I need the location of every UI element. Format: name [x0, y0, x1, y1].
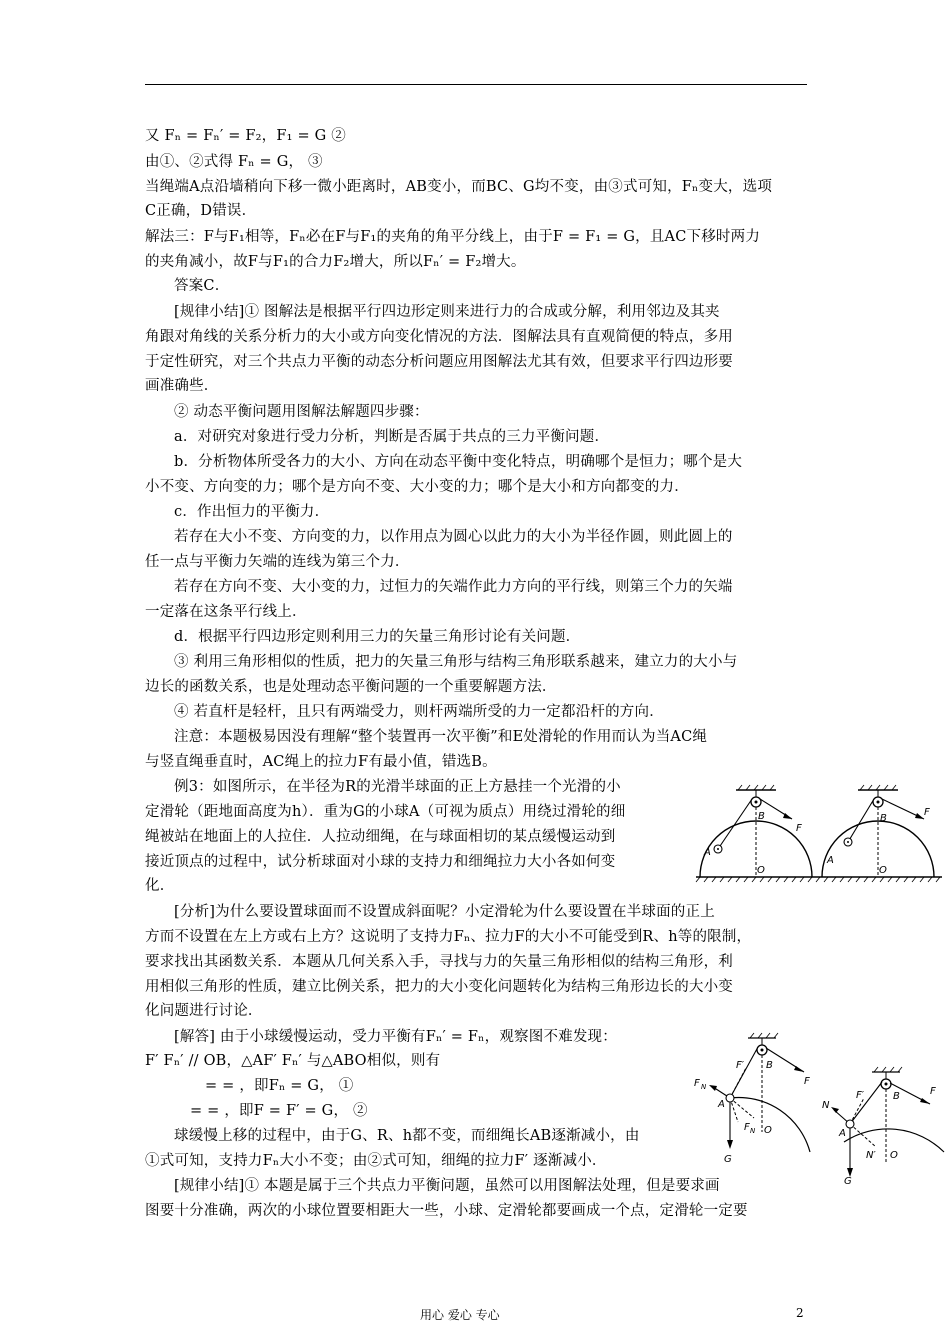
text-line: ④ 若直杆是轻杆，且只有两端受力，则杆两端所受的力一定都沿杆的方向． — [174, 704, 664, 720]
text-line: 若存在方向不变、大小变的力，过恒力的矢端作此力方向的平行线，则第三个力的矢端 — [174, 579, 733, 595]
text-line: 的夹角减小，故F与F₁的合力F₂增大，所以Fₙ′ = F₂增大。 — [145, 254, 526, 270]
text-line: C正确，D错误． — [145, 203, 257, 219]
label-f: F — [796, 823, 802, 834]
force-triangle-figure — [690, 1032, 948, 1190]
right-setup — [820, 785, 942, 882]
text-line: 若存在大小不变、方向变的力，以作用点为圆心以此力的大小为半径作圆，则此圆上的 — [174, 529, 733, 545]
text-line: 与竖直绳垂直时，AC绳上的拉力F有最小值，错选B。 — [145, 754, 497, 770]
text-line: 接近顶点的过程中，试分析球面对小球的支持力和细绳拉力大小各如何变 — [145, 854, 616, 870]
text-line: 画准确些． — [145, 378, 219, 394]
label-fn-prime-sub: N — [750, 1127, 756, 1135]
text-line: 图要十分准确，两次的小球位置要相距大一些，小球、定滑轮都要画成一个点，定滑轮一定要 — [145, 1203, 748, 1219]
text-line: [规律小结]① 本题是属于三个共点力平衡问题，虽然可以用图解法处理，但是要求画 — [174, 1178, 720, 1194]
text-line: 球缓慢上移的过程中，由于G、R、h都不变，而细绳长AB逐渐减小，由 — [174, 1128, 640, 1144]
label-b: B — [766, 1060, 773, 1071]
text-line: b．分析物体所受各力的大小、方向在动态平衡中变化特点，明确哪个是恒力；哪个是大 — [174, 454, 743, 470]
label-n: N — [822, 1100, 830, 1111]
text-line: [规律小结]① 图解法是根据平行四边形定则来进行力的合成或分解，利用邻边及其夹 — [174, 304, 720, 320]
label-fn: F — [694, 1078, 700, 1089]
text-line: = = ，即Fₙ = G， ① — [205, 1078, 354, 1094]
text-line: 用相似三角形的性质，建立比例关系，把力的大小变化问题转化为结构三角形边长的大小变 — [145, 979, 733, 995]
text-line: ③ 利用三角形相似的性质，把力的矢量三角形与结构三角形联系越来，建立力的大小与 — [174, 654, 738, 670]
ball-icon — [726, 1094, 734, 1102]
text-line: 一定落在这条平行线上． — [145, 604, 307, 620]
text-line: [解答] 由于小球缓慢运动，受力平衡有Fₙ′ = Fₙ，观察图不难发现： — [174, 1029, 617, 1045]
text-line: 化问题进行讨论． — [145, 1003, 263, 1019]
label-a: A — [718, 1099, 725, 1110]
text-line: 定滑轮（距地面高度为h）．重为G的小球A（可视为质点）用绕过滑轮的细 — [145, 804, 626, 820]
text-line: c．作出恒力的平衡力． — [174, 504, 330, 520]
label-b: B — [880, 813, 887, 824]
text-line: 又 Fₙ = Fₙ′ = F₂，F₁ = G ② — [145, 128, 346, 144]
label-g: G — [724, 1154, 732, 1165]
label-f: F — [930, 1086, 936, 1097]
text-line: 答案C． — [174, 278, 230, 294]
label-o: O — [757, 865, 765, 876]
page-number: 2 — [796, 1306, 804, 1320]
label-f: F — [804, 1076, 810, 1087]
text-line: 解法三：F与F₁相等，Fₙ必在F与F₁的夹角的角平分线上，由于F = F₁ = G，且AC下移时两力 — [145, 229, 761, 245]
text-line: a．对研究对象进行受力分析，判断是否属于共点的三力平衡问题． — [174, 429, 610, 445]
text-line: 例3：如图所示，在半径为R的光滑半球面的正上方悬挂一个光滑的小 — [174, 779, 621, 795]
text-line: 于定性研究，对三个共点力平衡的动态分析问题应用图解法尤其有效，但要求平行四边形要 — [145, 354, 733, 370]
text-line: [分析]为什么要设置球面而不设置成斜面呢？小定滑轮为什么要设置在半球面的正上 — [174, 904, 715, 920]
label-f-prime: F′ — [856, 1090, 865, 1101]
page-footer: 用心 爱心 专心 — [420, 1308, 500, 1322]
label-fn-prime: F — [744, 1122, 750, 1133]
label-f-prime: F′ — [736, 1060, 745, 1071]
text-line: = = ，即F = F′ = G， ② — [190, 1103, 368, 1119]
text-line: 绳被站在地面上的人拉住．人拉动细绳，在与球面相切的某点缓慢运动到 — [145, 829, 616, 845]
text-line: 化． — [145, 878, 175, 894]
left-force-diagram — [694, 1033, 810, 1165]
text-line: 注意：本题极易因没有理解“整个装置再一次平衡”和E处滑轮的作用而认为当AC绳 — [174, 729, 708, 745]
label-b: B — [758, 811, 765, 822]
text-line: 角跟对角线的关系分析力的大小或方向变化情况的方法．图解法具有直观简便的特点，多用 — [145, 329, 733, 345]
text-line: F′ Fₙ′ // OB，△AF′ Fₙ′ 与△ABO相似，则有 — [145, 1053, 441, 1069]
text-line: ①式可知，支持力Fₙ大小不变；由②式可知，细绳的拉力F′ 逐渐减小． — [145, 1153, 607, 1169]
label-b: B — [893, 1091, 900, 1102]
label-f: F — [924, 807, 930, 818]
label-o: O — [764, 1125, 772, 1136]
left-setup — [696, 785, 820, 882]
label-fn-sub: N — [701, 1083, 707, 1091]
text-line: ② 动态平衡问题用图解法解题四步骤： — [174, 404, 429, 420]
label-g: G — [844, 1176, 852, 1187]
text-line: 边长的函数关系，也是处理动态平衡问题的一个重要解题方法． — [145, 679, 557, 695]
label-a: A — [827, 855, 834, 866]
label-a: A — [839, 1128, 846, 1139]
ball-icon — [846, 1120, 854, 1128]
text-line: d．根据平行四边形定则利用三力的矢量三角形讨论有关问题． — [174, 629, 581, 645]
text-line: 当绳端A点沿墙稍向下移一微小距离时，AB变小，而BC、G均不变，由③式可知，Fₙ变大，选项 — [145, 179, 773, 195]
text-line: 任一点与平衡力矢端的连线为第三个力． — [145, 554, 410, 570]
label-o: O — [890, 1150, 898, 1161]
label-a: A — [704, 847, 711, 858]
text-line: 小不变、方向变的力；哪个是方向不变、大小变的力；哪个是大小和方向都变的力． — [145, 479, 689, 495]
hemisphere-pulley-figure — [696, 785, 946, 890]
text-line: 方而不设置在左上方或右上方？这说明了支持力Fₙ、拉力F的大小不可能受到R、h等的限制， — [145, 929, 752, 945]
text-line: 要求找出其函数关系．本题从几何关系入手，寻找与力的矢量三角形相似的结构三角形，利 — [145, 954, 733, 970]
header-rule — [145, 84, 807, 85]
text-line: 由①、②式得 Fₙ = G， ③ — [145, 154, 323, 170]
label-o: O — [879, 865, 887, 876]
label-n-prime: N′ — [866, 1150, 876, 1161]
right-force-diagram — [822, 1067, 944, 1187]
